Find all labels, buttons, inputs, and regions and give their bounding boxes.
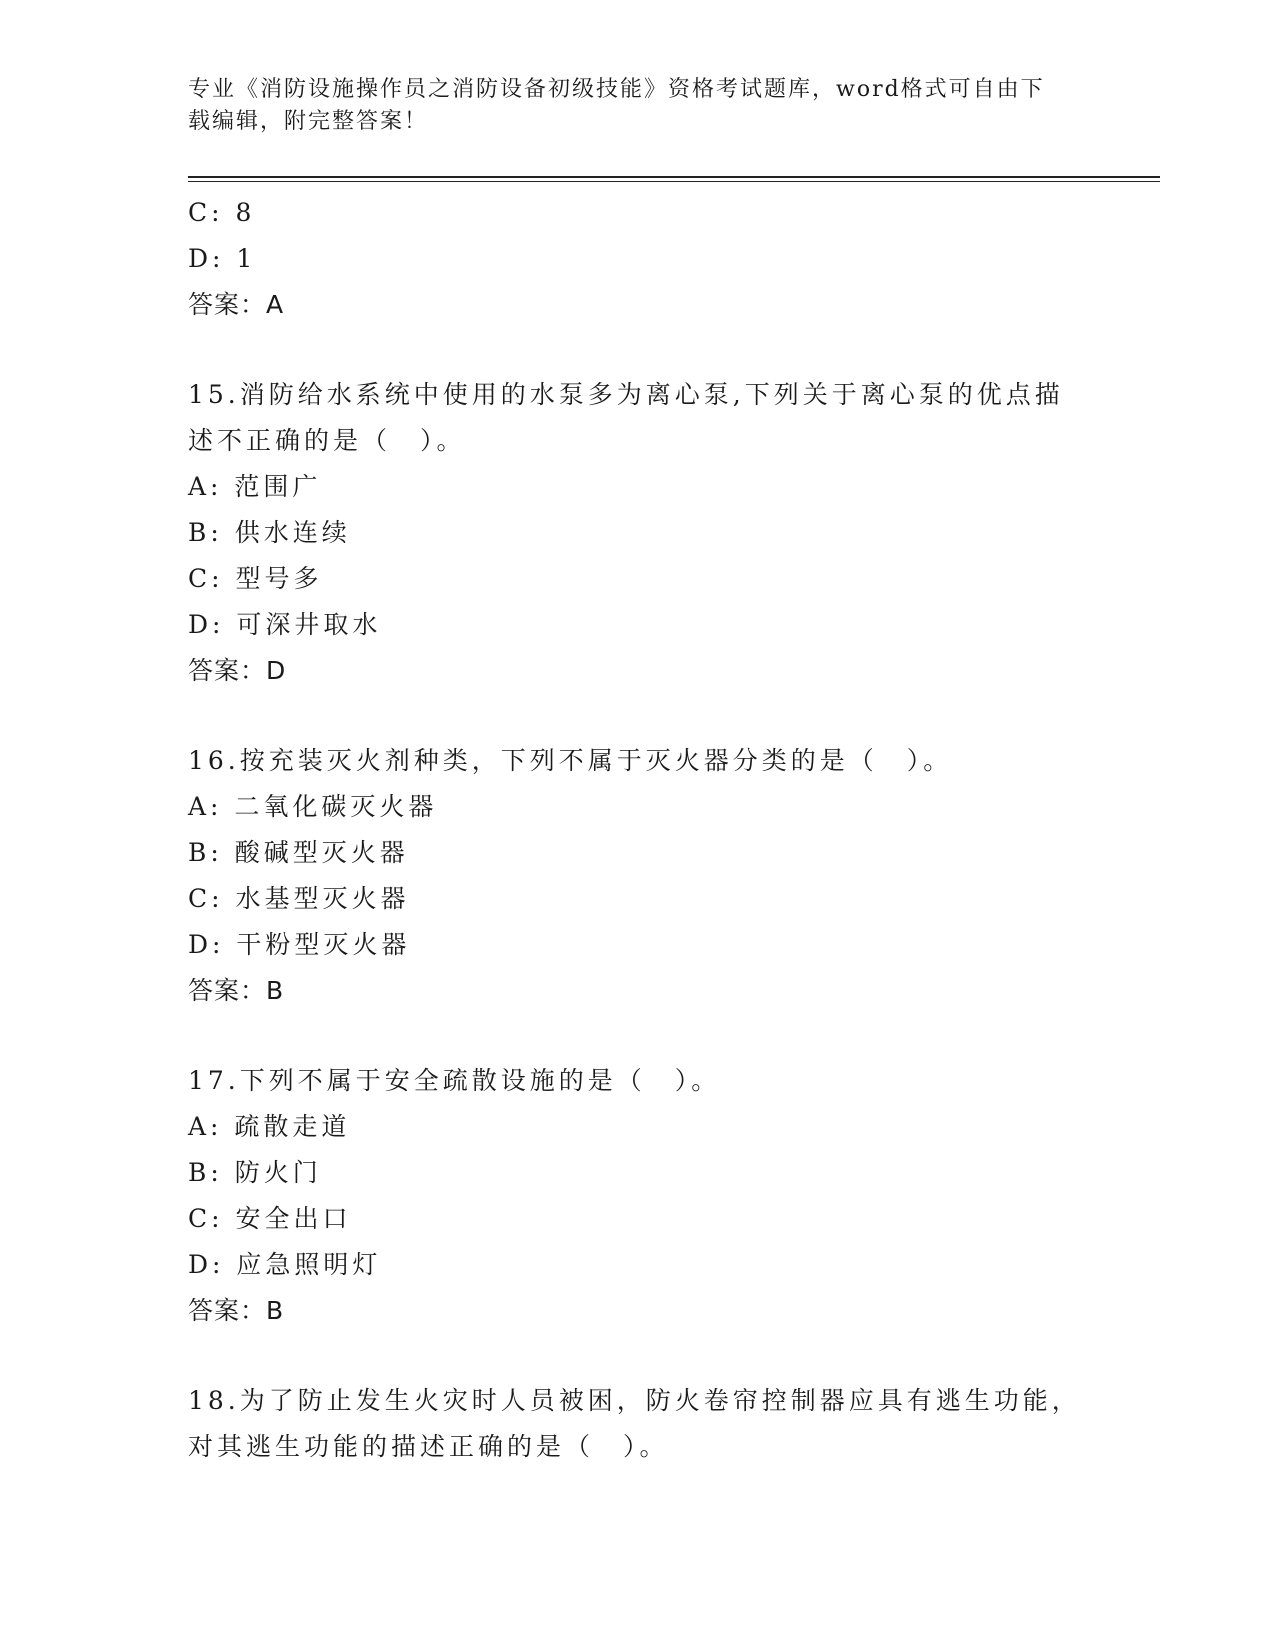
question-18 xyxy=(188,1378,1088,1470)
document-header xyxy=(188,74,1068,138)
option-a: A: 疏散走道 xyxy=(188,1112,351,1141)
spacer xyxy=(188,1014,1088,1058)
option-c: C: 安全出口 xyxy=(188,1204,352,1233)
header-divider-thick xyxy=(188,176,1160,178)
option-d: D: 应急照明灯 xyxy=(188,1250,382,1279)
answer-line: 答案：B xyxy=(188,1296,285,1325)
spacer xyxy=(188,328,1088,372)
question-list xyxy=(188,190,1088,1470)
spacer xyxy=(188,694,1088,738)
option-d: D: 干粉型灭火器 xyxy=(188,930,411,959)
answer-line: 答案：D xyxy=(188,656,287,685)
question-text-line-1: 17.下列不属于安全疏散设施的是（ ）。 xyxy=(188,1066,721,1095)
question-17 xyxy=(188,1058,1088,1334)
spacer xyxy=(188,1334,1088,1378)
option-b: B: 防火门 xyxy=(188,1158,322,1187)
question-text-line-1: 16.按充装灭火剂种类，下列不属于灭火器分类的是（ ）。 xyxy=(188,746,953,775)
option-b: B: 酸碱型灭火器 xyxy=(188,838,409,867)
option-d: D: 可深井取水 xyxy=(188,610,382,639)
question-text-line-2: 述不正确的是（ ）。 xyxy=(188,426,466,455)
option-b: B: 供水连续 xyxy=(188,518,351,547)
header-line-1: 专业《消防设施操作员之消防设备初级技能》资格考试题库，word格式可自由下 xyxy=(188,77,1045,102)
header-line-2: 载编辑，附完整答案！ xyxy=(188,109,429,134)
option-c: C: 型号多 xyxy=(188,564,323,593)
option-c: C: 水基型灭火器 xyxy=(188,884,410,913)
question-text-line-1: 18.为了防止发生火灾时人员被困，防火卷帘控制器应具有逃生功能， xyxy=(188,1386,1081,1415)
option-d: D: 1 xyxy=(188,244,257,273)
question-14-tail xyxy=(188,190,1088,328)
answer-line: 答案：B xyxy=(188,976,285,1005)
question-16 xyxy=(188,738,1088,1014)
question-15 xyxy=(188,372,1088,694)
question-text-line-2: 对其逃生功能的描述正确的是（ ）。 xyxy=(188,1432,669,1461)
option-c: C: 8 xyxy=(188,198,256,227)
option-a: A: 范围广 xyxy=(188,472,322,501)
header-divider-thin xyxy=(188,181,1160,182)
option-a: A: 二氧化碳灭火器 xyxy=(188,792,438,821)
answer-line: 答案：A xyxy=(188,290,285,319)
question-text-line-1: 15.消防给水系统中使用的水泵多为离心泵,下列关于离心泵的优点描 xyxy=(188,380,1064,409)
